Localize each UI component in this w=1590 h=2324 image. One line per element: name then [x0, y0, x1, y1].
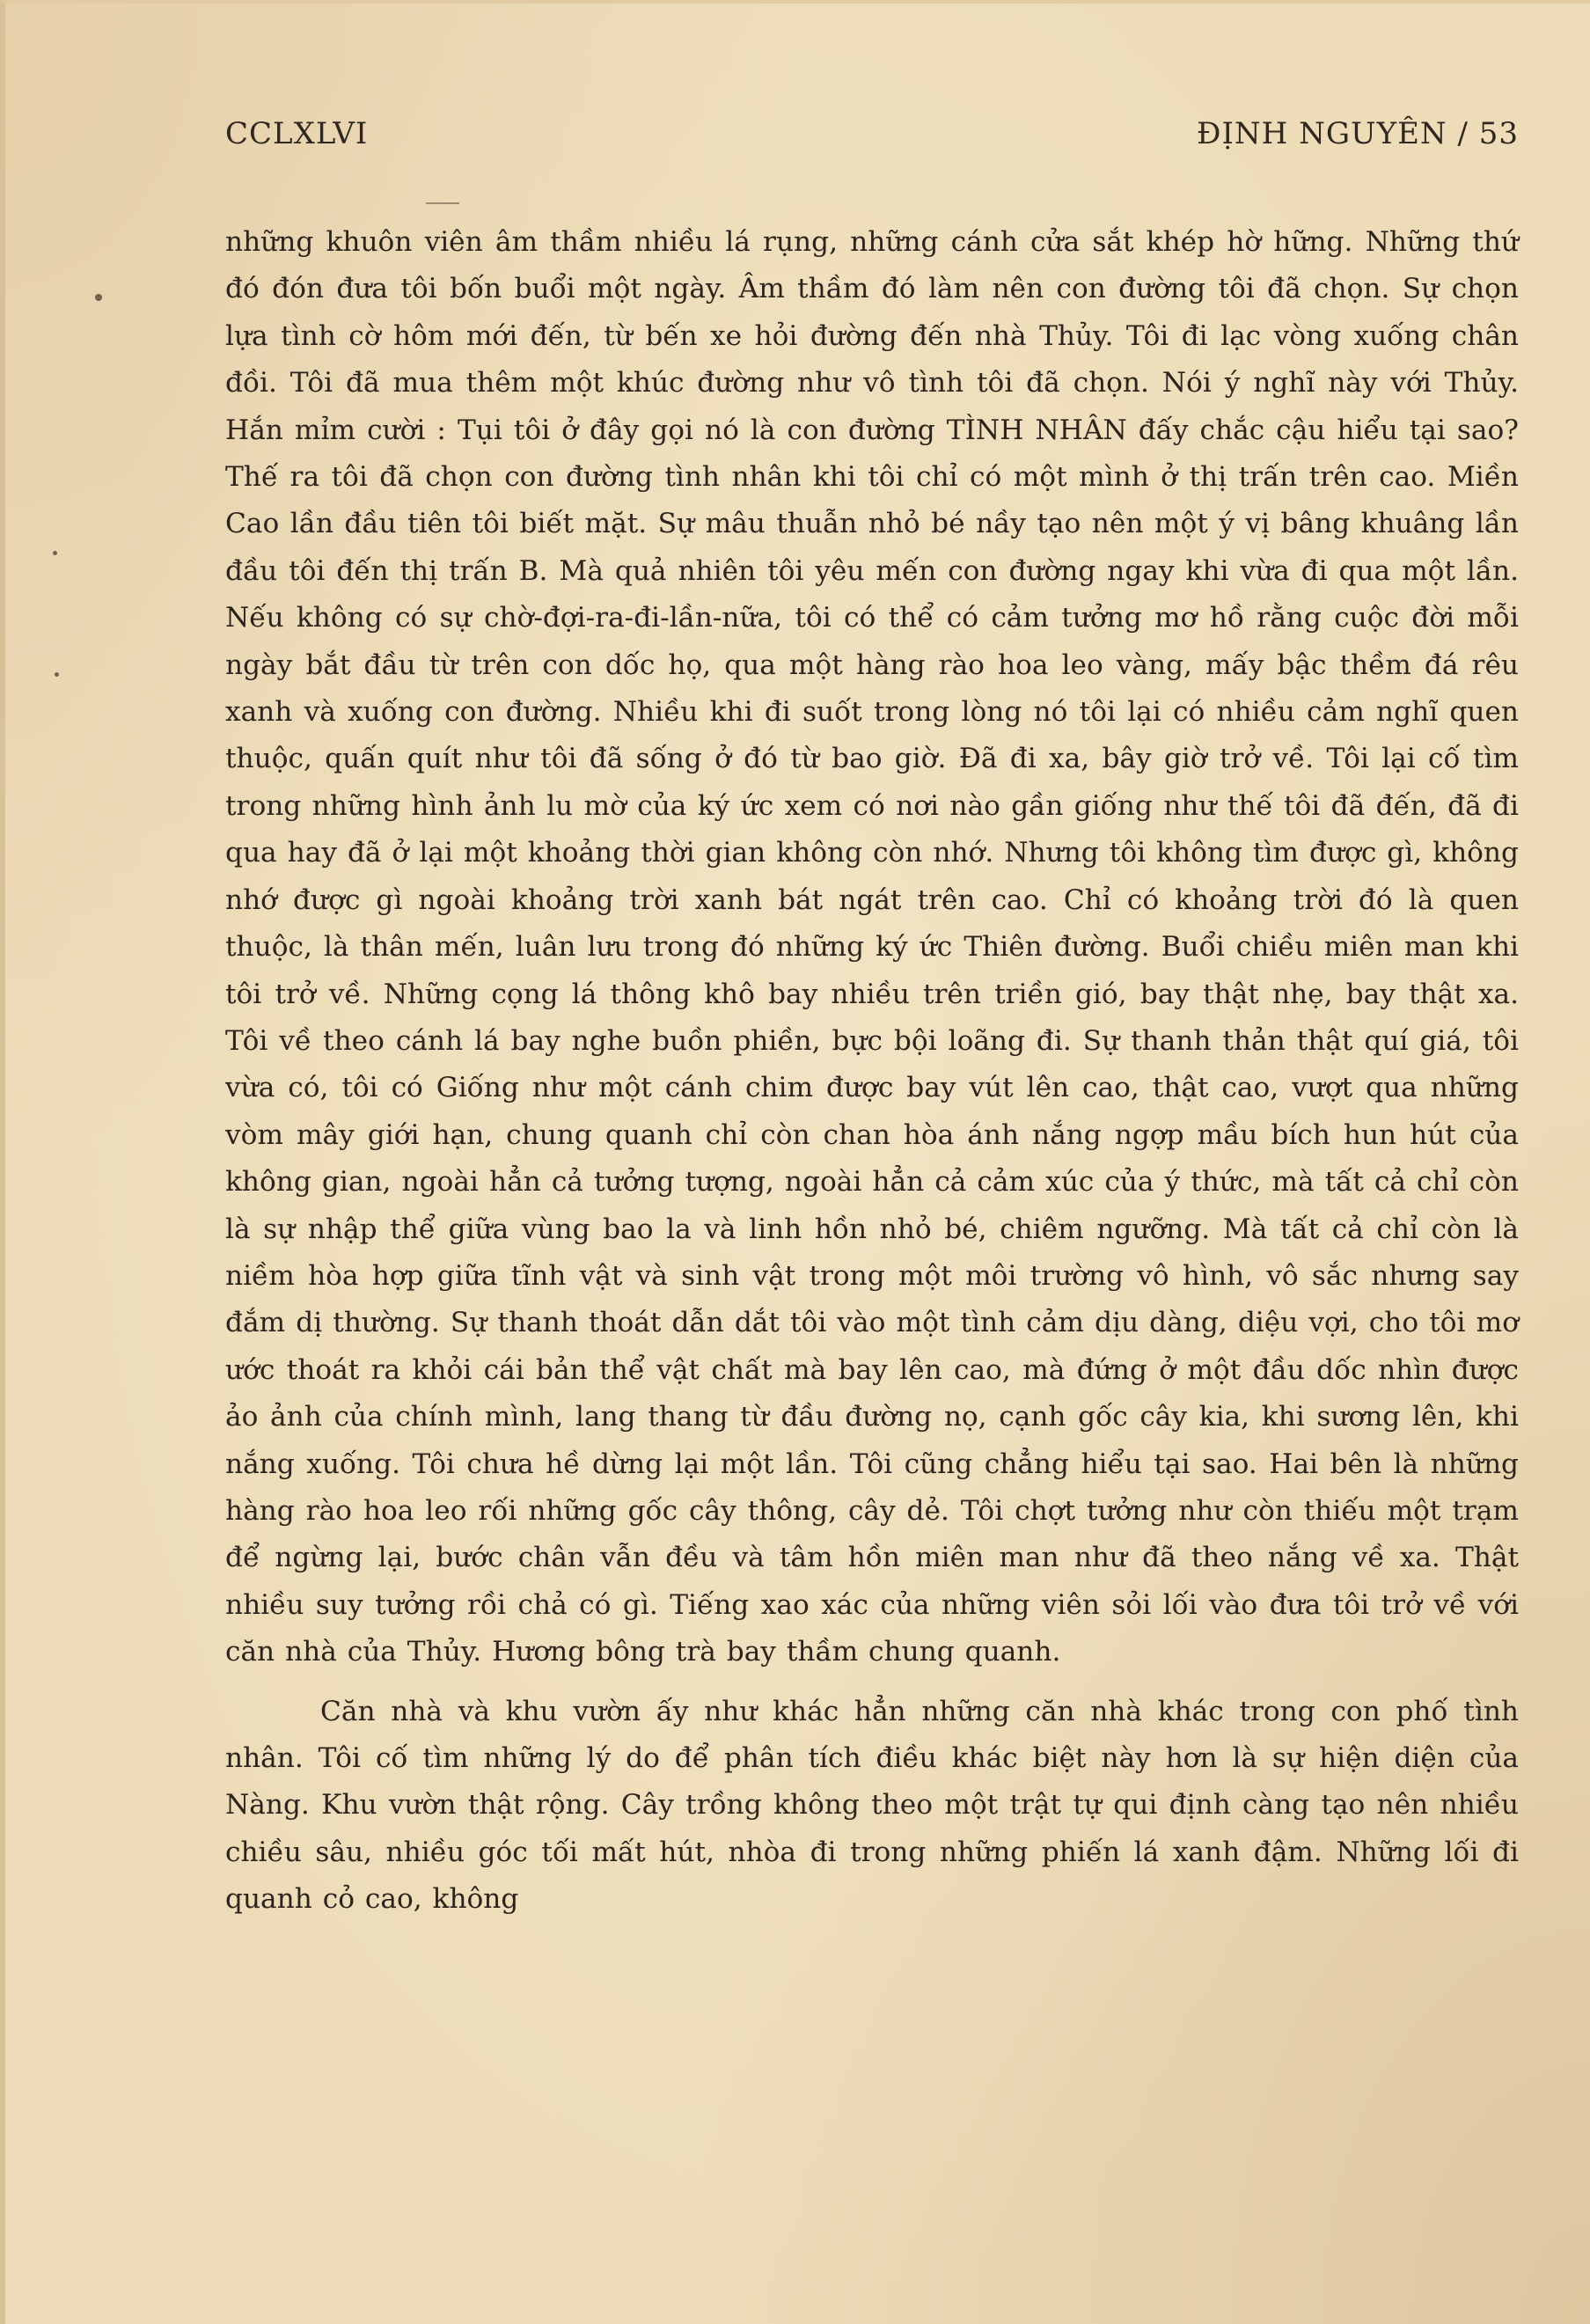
- body-text: [225, 219, 1519, 1924]
- decorative-rule: [426, 202, 459, 204]
- paragraph-1: những khuôn viên âm thầm nhiều lá rụng, những cánh cửa sắt khép hờ hững. Những thứ đó đón đưa tôi bốn buổi một ngày. Âm thầm đó làm nên con đường tôi đã chọn. Sự chọn lựa tình cờ hôm mới đến, từ bến xe hỏi đường đến nhà Thủy. Tôi đi lạc vòng xuống chân đồi. Tôi đã mua thêm một khúc đường như vô tình tôi đã chọn. Nói ý nghĩ này với Thủy. Hắn mỉm cười : Tụi tôi ở đây gọi nó là con đường TÌNH NHÂN đấy chắc cậu hiểu tại sao? Thế ra tôi đã chọn con đường tình nhân khi tôi chỉ có một mình ở thị trấn trên cao. Miền Cao lần đầu tiên tôi biết mặt. Sự mâu thuẫn nhỏ bé nầy tạo nên một ý vị bâng khuâng lần đầu tôi đến thị trấn B. Mà quả nhiên tôi yêu mến con đường ngay khi vừa đi qua một lần. Nếu không có sự chờ-đợi-ra-đi-lần-nữa, tôi có thể có cảm tưởng mơ hồ rằng cuộc đời mỗi ngày bắt đầu từ trên con dốc họ, qua một hàng rào hoa leo vàng, mấy bậc thềm đá rêu xanh và xuống con đường. Nhiều khi đi suốt trong lòng nó tôi lại có nhiều cảm nghĩ quen thuộc, quấn quít như tôi đã sống ở đó từ bao giờ. Đã đi xa, bây giờ trở về. Tôi lại cố tìm trong những hình ảnh lu mờ của ký ức xem có nơi nào gần giống như thế tôi đã đến, đã đi qua hay đã ở lại một khoảng thời gian không còn nhớ. Nhưng tôi không tìm được gì, không nhớ được gì ngoài khoảng trời xanh bát ngát trên cao. Chỉ có khoảng trời đó là quen thuộc, là thân mến, luân lưu trong đó những ký ức Thiên đường. Buổi chiều miên man khi tôi trở về. Những cọng lá thông khô bay nhiều trên triền gió, bay thật nhẹ, bay thật xa. Tôi về theo cánh lá bay nghe buồn phiền, bực bội loãng đi. Sự thanh thản thật quí giá, tôi vừa có, tôi có Giống như một cánh chim được bay vút lên cao, thật cao, vượt qua những vòm mây giới hạn, chung quanh chỉ còn chan hòa ánh nắng ngợp mầu bích hun hút của không gian, ngoài hẳn cả tưởng tượng, ngoài hẳn cả cảm xúc của ý thức, mà tất cả chỉ còn là sự nhập thể giữa vùng bao la và linh hồn nhỏ bé, chiêm ngưỡng. Mà tất cả chỉ còn là niềm hòa hợp giữa tĩnh vật và sinh vật trong một môi trường vô hình, vô sắc nhưng say đắm dị thường. Sự thanh thoát dẫn dắt tôi vào một tình cảm dịu dàng, diệu vợi, cho tôi mơ ước thoát ra khỏi cái bản thể vật chất mà bay lên cao, mà đứng ở một đầu dốc nhìn được ảo ảnh của chính mình, lang thang từ đầu đường nọ, cạnh gốc cây kia, khi sương lên, khi nắng xuống. Tôi chưa hề dừng lại một lần. Tôi cũng chẳng hiểu tại sao. Hai bên là những hàng rào hoa leo rối những gốc cây thông, cây dẻ. Tôi chợt tưởng như còn thiếu một trạm để ngừng lại, bước chân vẫn đều và tâm hồn miên man như đã theo nắng về xa. Thật nhiều suy tưởng rồi chả có gì. Tiếng xao xác của những viên sỏi lối vào đưa tôi trở về với căn nhà của Thủy. Hương bông trà bay thầm chung quanh.: [225, 226, 1519, 1668]
- ink-speck: [95, 294, 102, 301]
- running-title-page-number: ĐỊNH NGUYÊN / 53: [1197, 116, 1519, 151]
- page-header: [225, 116, 1519, 169]
- ink-speck: [55, 672, 59, 677]
- ink-speck: [53, 551, 57, 555]
- paragraph-2: Căn nhà và khu vườn ấy như khác hẳn những căn nhà khác trong con phố tình nhân. Tôi cố tìm những lý do để phân tích điều khác biệt này hơn là sự hiện diện của Nàng. Khu vườn thật rộng. Cây trồng không theo một trật tự qui định càng tạo nên nhiều chiều sâu, nhiều góc tối mất hút, nhòa đi trong những phiến lá xanh đậm. Những lối đi quanh cỏ cao, không: [225, 1695, 1519, 1916]
- chapter-number: CCLXLVI: [225, 116, 369, 151]
